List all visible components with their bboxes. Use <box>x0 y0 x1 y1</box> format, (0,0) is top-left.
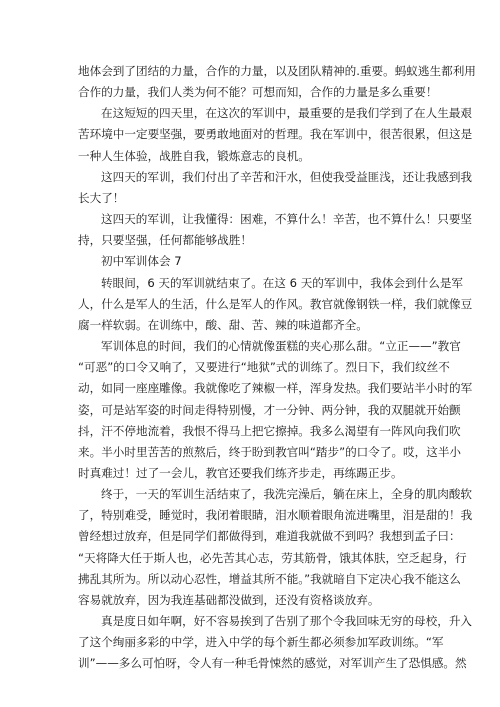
text-line: “天将降大任于斯人也，必先苦其心志，劳其筋骨，饿其体肤，空乏起身，行 <box>78 550 467 565</box>
text-line: 合作的力量，我们人类为何不能？可想而知，合作的力量是多么重要！ <box>78 85 438 100</box>
text-line: 终于，一天的军训生活结束了，我洗完澡后，躺在床上，全身的肌肉酸软 <box>101 487 473 502</box>
text-line: 动，如同一座座雕像。我就像吃了辣椒一样，浑身发热。我们要站半小时的军 <box>78 381 473 396</box>
text-line: 曾经想过放弃，但是同学们都做得到，难道我就做不到吗？我想到孟子曰： <box>78 529 461 544</box>
text-line: 初中军训体会 7 <box>101 254 182 269</box>
text-line: 转眼间，6 天的军训就结束了。在这 6 天的军训中，我体会到什么是军 <box>101 275 464 290</box>
text-line: 时真难过！过了一会儿，教官还要我们练齐步走，再练踢正步。 <box>78 465 403 480</box>
text-line: 这四天的军训，我们付出了辛苦和汗水，但使我受益匪浅，还让我感到我 <box>101 169 473 184</box>
document-body <box>78 61 476 675</box>
text-line: 真是度日如年啊，好不容易挨到了告别了那个令我回味无穷的母校，升入 <box>101 614 473 629</box>
text-line: “可恶”的口令又响了，又要进行“地狱”式的训练了。烈日下，我们纹丝不 <box>78 360 450 375</box>
text-line: 容易就放弃，因为我连基础都没做到，还没有资格谈放弃。 <box>78 592 380 607</box>
text-line: 人，什么是军人的生活，什么是军人的作风。教官就像钢铁一样，我们就像豆 <box>78 296 473 311</box>
text-line: 拂乱其所为。所以动心忍性，增益其所不能。”我就暗自下定决心我不能这么 <box>78 571 461 586</box>
text-line: 这四天的军训，让我懂得：困难，不算什么！辛苦，也不算什么！只要坚 <box>101 212 473 227</box>
text-line: 姿，可是站军姿的时间走得特别慢，才一分钟、两分钟，我的双腿就开始颤 <box>78 402 461 417</box>
text-line: 来。半小时里苦苦的煎熬后，终于盼到教官叫“踏步”的口令了。哎，这半小 <box>78 444 462 459</box>
text-line: 在这短短的四天里，在这次的军训中，最重要的是我们学到了在人生最艰 <box>101 106 473 121</box>
text-line: 腐一样软弱。在训练中，酸、甜、苦、辣的味道都齐全。 <box>78 317 368 332</box>
text-line: 军训体息的时间，我们的心情就像蛋糕的夹心那么甜。“立正——”教官 <box>101 339 461 354</box>
text-line: 一种人生体验，战胜自我，锻炼意志的良机。 <box>78 148 310 163</box>
text-line: 了，特别难受，睡觉时，我闭着眼睛，泪水顺着眼角流进嘴里，泪是甜的！我 <box>78 508 473 523</box>
text-line: 长大了！ <box>78 190 125 205</box>
text-line: 持，只要坚强，任何都能够战胜！ <box>78 233 252 248</box>
text-line: 苦环境中一定要坚强，要勇敢地面对的哲理。我在军训中，很苦很累，但这是 <box>78 127 473 142</box>
text-line: 训”——多么可怕呀，令人有一种毛骨悚然的感觉，对军训产生了恐惧感。然 <box>78 656 467 671</box>
text-line: 了这个绚丽多彩的中学，进入中学的每个新生都必须参加军政训练。“军 <box>78 635 444 650</box>
text-line: 抖，汗不停地流着，我恨不得马上把它擦掉。我多么渴望有一阵风向我们吹 <box>78 423 461 438</box>
text-line: 地体会到了团结的力量，合作的力量，以及团队精神的.重要。蚂蚁逃生都利用 <box>78 64 476 78</box>
